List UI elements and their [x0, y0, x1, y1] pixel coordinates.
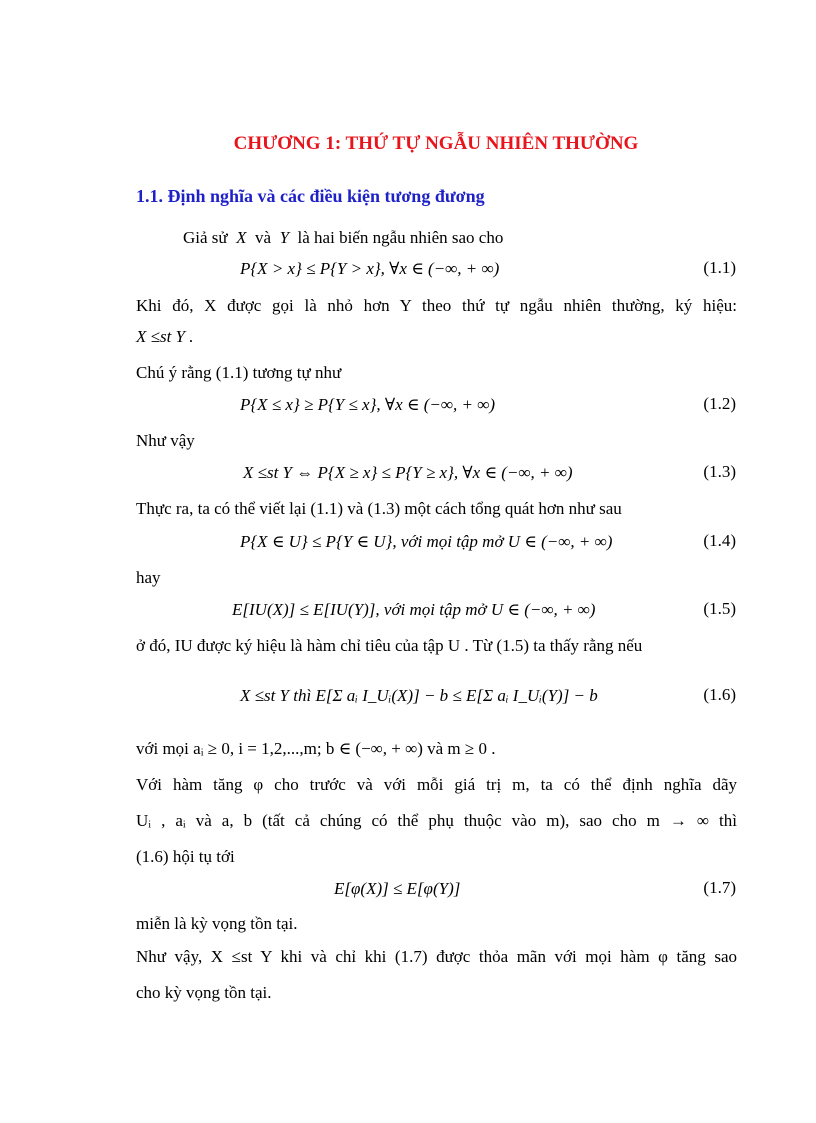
paragraph-9: miễn là kỳ vọng tồn tại.	[136, 914, 298, 933]
paragraph-8-line-2: Uᵢ , aᵢ và a, b (tất cả chúng có thể phụ thuộc vào m), sao cho m → ∞ thì	[136, 811, 737, 830]
equation-number-1-6: (1.6)	[703, 685, 736, 704]
equation-number-1-7: (1.7)	[703, 878, 736, 897]
paragraph-8-line-3: (1.6) hội tụ tới	[136, 847, 235, 866]
paragraph-6: ở đó, IU được ký hiệu là hàm chỉ tiêu của tập U . Từ (1.5) ta thấy rằng nếu	[136, 636, 643, 655]
paragraph-3: Như vậy	[136, 431, 195, 450]
equation-1-7: E[φ(X)] ≤ E[φ(Y)]	[334, 879, 461, 898]
paragraph-5: hay	[136, 568, 161, 587]
paragraph-7: với mọi aᵢ ≥ 0, i = 1,2,...,m; b ∈ (−∞, + ∞) và m ≥ 0 .	[136, 739, 496, 758]
equation-number-1-1: (1.1)	[703, 258, 736, 277]
equation-1-1: P{X > x} ≤ P{Y > x}, ∀x ∈ (−∞, + ∞)	[240, 259, 500, 278]
section-title: 1.1. Định nghĩa và các điều kiện tương đương	[136, 186, 485, 206]
equation-number-1-3: (1.3)	[703, 462, 736, 481]
paragraph-2: Chú ý rằng (1.1) tương tự như	[136, 363, 342, 382]
intro-text-1: Giả sử	[183, 228, 228, 247]
paragraph-8-line-1: Với hàm tăng φ cho trước và với mỗi giá trị m, ta có thể định nghĩa dãy	[136, 775, 737, 794]
paragraph-4: Thực ra, ta có thể viết lại (1.1) và (1.3) một cách tổng quát hơn như sau	[136, 499, 622, 518]
paragraph-1-line-1: Khi đó, X được gọi là nhỏ hơn Y theo thứ tự ngẫu nhiên thường, ký hiệu:	[136, 296, 737, 315]
equation-1-5: E[IU(X)] ≤ E[IU(Y)], với mọi tập mở U ∈ (−∞, + ∞)	[232, 600, 596, 619]
intro-text-2: và	[255, 228, 272, 247]
equation-1-2: P{X ≤ x} ≥ P{Y ≤ x}, ∀x ∈ (−∞, + ∞)	[240, 395, 496, 414]
equation-number-1-4: (1.4)	[703, 531, 736, 550]
equation-number-1-5: (1.5)	[703, 599, 736, 618]
chapter-title: CHƯƠNG 1: THỨ TỰ NGẪU NHIÊN THƯỜNG	[233, 133, 639, 154]
intro-var-y: Y	[279, 228, 290, 247]
equation-1-4: P{X ∈ U} ≤ P{Y ∈ U}, với mọi tập mở U ∈ (−∞, + ∞)	[240, 532, 613, 551]
intro-var-x: X	[236, 228, 247, 247]
equation-number-1-2: (1.2)	[703, 394, 736, 413]
paragraph-10-line-2: cho kỳ vọng tồn tại.	[136, 983, 272, 1002]
paragraph-10-line-1: Như vậy, X ≤st Y khi và chỉ khi (1.7) được thỏa mãn với mọi hàm φ tăng sao	[136, 947, 737, 966]
intro-text-3: là hai biến ngẫu nhiên sao cho	[297, 228, 504, 247]
equation-1-6: X ≤st Y thì E[Σ aᵢ I_Uᵢ(X)] − b ≤ E[Σ aᵢ I_Uᵢ(Y)] − b	[240, 686, 598, 705]
intro-line	[183, 227, 503, 249]
equation-1-3: X ≤st Y ⇔ P{X ≥ x} ≤ P{Y ≥ x}, ∀x ∈ (−∞, + ∞)	[243, 463, 573, 482]
paragraph-1-line-2: X ≤st Y .	[136, 327, 194, 346]
